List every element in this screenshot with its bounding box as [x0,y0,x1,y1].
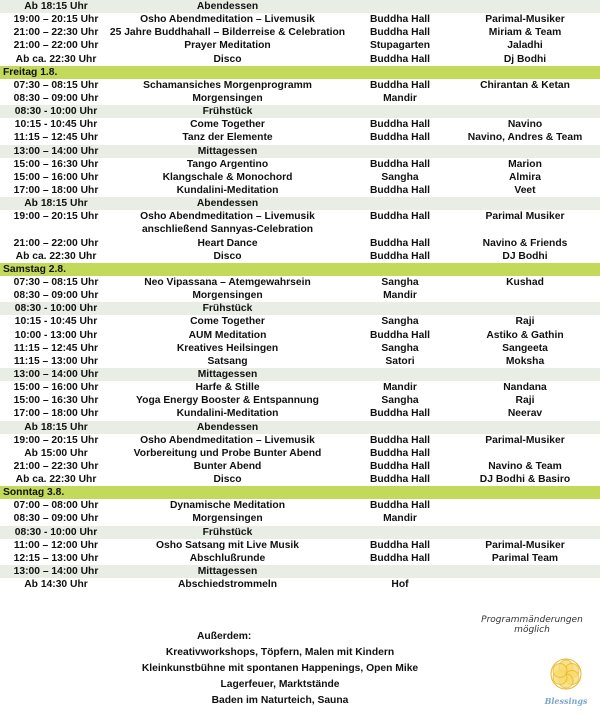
event-title: Yoga Energy Booster & Entspannung [136,395,319,407]
event-row [0,237,600,250]
meal-title: Frühstück [202,106,253,118]
extras-item: Lagerfeuer, Marktstände [220,679,340,690]
event-title: Osho Satsang mit Live Musik [155,539,300,551]
time-cell: 21:00 – 22:00 Uhr [13,237,99,249]
location-cell: Sangha [381,316,419,328]
event-row [0,39,600,52]
time-cell: 10:15 - 10:45 Uhr [14,316,98,328]
host-cell: Dj Bodhi [503,53,547,65]
day-label: Samstag 2.8. [3,263,66,275]
time-cell: Ab ca. 22:30 Uhr [15,474,97,486]
event-row [0,355,600,368]
location-cell: Stupagarten [369,40,431,52]
event-row [0,434,600,447]
location-cell: Buddha Hall [369,408,431,420]
time-cell: Ab 18:15 Uhr [24,198,88,210]
time-cell: Ab 18:15 Uhr [24,421,88,433]
event-row [0,460,600,473]
host-cell: DJ Bodhi [502,250,548,262]
time-cell: 17:00 – 18:00 Uhr [13,408,99,420]
meal-title: Mittagessen [197,145,258,157]
location-cell: Buddha Hall [369,158,431,170]
time-cell: 11:15 – 13:00 Uhr [13,355,99,367]
extras-item: Kleinkunstbühne mit spontanen Happenings, Open Mike [141,663,419,674]
day-label: Freitag 1.8. [3,66,58,78]
event-title: Kundalini-Meditation [176,184,279,196]
event-title: Tango Argentino [186,158,269,170]
time-cell: 07:30 – 08:15 Uhr [13,276,99,288]
meal-row [0,105,600,118]
extras-item: Kreativworkshops, Töpfern, Malen mit Kindern [165,647,395,658]
event-title: Morgensingen [192,513,263,525]
day-header-row [0,263,600,276]
event-title: Osho Abendmeditation – Livemusik [140,14,315,26]
time-cell: 13:00 – 14:00 Uhr [13,566,99,578]
location-cell: Buddha Hall [369,329,431,341]
time-cell: Ab 18:15 Uhr [24,1,88,12]
location-cell: Buddha Hall [369,552,431,564]
event-title: Bunter Abend [193,460,262,472]
location-cell: Buddha Hall [369,474,431,486]
location-cell: Mandir [383,290,417,302]
day-label: Sonntag 3.8. [3,487,65,499]
location-cell: Buddha Hall [369,447,431,459]
time-cell: 13:00 – 14:00 Uhr [13,368,99,380]
time-cell: 08:30 - 10:00 Uhr [14,106,98,118]
host-cell: Parimal-Musiker [485,434,565,446]
event-row [0,381,600,394]
time-cell: 12:15 – 13:00 Uhr [13,552,99,564]
time-cell: 15:00 – 16:30 Uhr [13,395,99,407]
extras-item: Baden im Naturteich, Sauna [211,695,349,706]
host-cell: DJ Bodhi & Basiro [479,474,571,486]
host-cell: Navino & Friends [482,237,568,249]
day-header-row [0,66,600,79]
location-cell: Buddha Hall [369,237,431,249]
event-row [0,447,600,460]
event-row [0,394,600,407]
event-row [0,499,600,512]
host-cell: Parimal Team [491,552,559,564]
event-title: anschließend Sannyas-Celebration [141,224,314,236]
flower-of-life-logo-icon [544,654,588,712]
location-cell: Buddha Hall [369,460,431,472]
event-row [0,210,600,223]
extras-heading: Außerdem: [197,631,252,642]
event-title: Vorbereitung und Probe Bunter Abend [133,447,322,459]
meal-title: Abendessen [196,1,259,12]
event-title: Osho Abendmeditation – Livemusik [140,434,315,446]
event-row [0,512,600,525]
meal-row [0,421,600,434]
event-title: AUM Meditation [188,329,267,341]
event-row [0,131,600,144]
event-title: Osho Abendmeditation – Livemusik [140,211,315,223]
host-cell: Navino & Team [488,460,562,472]
event-row [0,92,600,105]
time-cell: 15:00 – 16:00 Uhr [13,171,99,183]
meal-row [0,368,600,381]
meal-row [0,0,600,13]
time-cell: Ab ca. 22:30 Uhr [15,250,97,262]
event-row [0,276,600,289]
host-cell: Navino, Andres & Team [467,132,583,144]
event-title: Come Together [190,119,265,131]
host-cell: Neerav [507,408,543,420]
host-cell: Navino [507,119,543,131]
meal-title: Mittagessen [197,566,258,578]
time-cell: 13:00 – 14:00 Uhr [13,145,99,157]
location-cell: Sangha [381,395,419,407]
location-cell: Mandir [383,382,417,394]
host-cell: Parimal Musiker [485,211,565,223]
event-title: Klangschale & Monochord [162,171,293,183]
event-row [0,79,600,92]
location-cell: Sangha [381,342,419,354]
meal-row [0,145,600,158]
host-cell: Parimal-Musiker [485,539,565,551]
host-cell: Veet [514,184,536,196]
host-cell: Astiko & Gathin [486,329,564,341]
event-title: Disco [213,474,242,486]
time-cell: 10:00 - 13:00 Uhr [14,329,98,341]
event-row [0,13,600,26]
location-cell: Hof [391,579,409,591]
event-title: Neo Vipassana – Atemgewahrsein [144,276,311,288]
time-cell: 07:30 – 08:15 Uhr [13,79,99,91]
time-cell: 19:00 – 20:15 Uhr [13,211,99,223]
event-row [0,171,600,184]
event-title: Morgensingen [192,92,263,104]
event-row [0,223,600,236]
event-title: Schamansiches Morgenprogramm [143,79,312,91]
event-title: Disco [213,53,242,65]
event-row [0,118,600,131]
event-title: Come Together [190,316,265,328]
time-cell: 11:15 – 12:45 Uhr [13,132,99,144]
event-title: Kundalini-Meditation [176,408,279,420]
host-cell: Marion [508,158,542,170]
location-cell: Sangha [381,276,419,288]
host-cell: Parimal-Musiker [485,14,565,26]
time-cell: 15:00 – 16:30 Uhr [13,158,99,170]
meal-row [0,197,600,210]
event-title: Prayer Meditation [184,40,271,52]
event-row [0,184,600,197]
host-cell: Miriam & Team [488,27,562,39]
event-title: Kreatives Heilsingen [176,342,279,354]
time-cell: 08:30 – 09:00 Uhr [13,290,99,302]
time-cell: 19:00 – 20:15 Uhr [13,14,99,26]
meal-title: Frühstück [202,526,253,538]
day-header-row [0,486,600,499]
location-cell: Buddha Hall [369,211,431,223]
location-cell: Mandir [383,92,417,104]
location-cell: Buddha Hall [369,53,431,65]
event-title: Dynamische Meditation [169,500,285,512]
event-row [0,250,600,263]
event-row [0,342,600,355]
event-title: Tanz der Elemente [182,132,273,144]
location-cell: Buddha Hall [369,79,431,91]
location-cell: Satori [385,355,415,367]
time-cell: 17:00 – 18:00 Uhr [13,184,99,196]
location-cell: Buddha Hall [369,14,431,26]
time-cell: 08:30 - 10:00 Uhr [14,526,98,538]
meal-title: Abendessen [196,198,259,210]
event-row [0,407,600,420]
changes-note-line2: möglich [514,625,550,635]
host-cell: Sangeeta [502,342,548,354]
meal-title: Mittagessen [197,368,258,380]
location-cell: Mandir [383,513,417,525]
event-title: 25 Jahre Buddhahall – Bilderreise & Celebration [109,27,346,39]
host-cell: Nandana [503,382,547,394]
event-row [0,473,600,486]
event-title: Morgensingen [192,290,263,302]
time-cell: Ab 14:30 Uhr [24,579,88,591]
event-row [0,578,600,591]
time-cell: 19:00 – 20:15 Uhr [13,434,99,446]
event-row [0,53,600,66]
host-cell: Kushad [506,276,544,288]
time-cell: Ab 15:00 Uhr [24,447,88,459]
event-title: Heart Dance [197,237,258,249]
location-cell: Buddha Hall [369,27,431,39]
time-cell: 07:00 – 08:00 Uhr [13,500,99,512]
event-row [0,552,600,565]
event-row [0,158,600,171]
event-title: Satsang [207,355,248,367]
location-cell: Buddha Hall [369,500,431,512]
time-cell: 11:15 – 12:45 Uhr [13,342,99,354]
time-cell: 08:30 – 09:00 Uhr [13,513,99,525]
event-title: Harfe & Stille [195,382,260,394]
time-cell: 08:30 – 09:00 Uhr [13,92,99,104]
logo-text: Blessings [544,696,588,706]
meal-row [0,565,600,578]
location-cell: Sangha [381,171,419,183]
time-cell: 08:30 - 10:00 Uhr [14,303,98,315]
time-cell: 21:00 – 22:30 Uhr [13,27,99,39]
location-cell: Buddha Hall [369,132,431,144]
changes-note [472,615,592,635]
location-cell: Buddha Hall [369,184,431,196]
location-cell: Buddha Hall [369,539,431,551]
host-cell: Almira [508,171,542,183]
time-cell: 15:00 – 16:00 Uhr [13,382,99,394]
host-cell: Jaladhi [507,40,543,52]
time-cell: 11:00 – 12:00 Uhr [13,539,99,551]
extras-section [130,629,430,709]
meal-title: Frühstück [202,303,253,315]
event-row [0,329,600,342]
location-cell: Buddha Hall [369,119,431,131]
meal-title: Abendessen [196,421,259,433]
changes-note-line1: Programmänderungen [481,615,583,625]
event-title: Abschlußrunde [189,552,266,564]
meal-row [0,526,600,539]
event-row [0,315,600,328]
location-cell: Buddha Hall [369,434,431,446]
time-cell: 10:15 - 10:45 Uhr [14,119,98,131]
meal-row [0,302,600,315]
host-cell: Chirantan & Ketan [480,79,570,91]
time-cell: Ab ca. 22:30 Uhr [15,53,97,65]
event-row [0,26,600,39]
time-cell: 21:00 – 22:30 Uhr [13,460,99,472]
event-row [0,539,600,552]
host-cell: Moksha [505,355,545,367]
host-cell: Raji [515,316,535,328]
event-title: Disco [213,250,242,262]
location-cell: Buddha Hall [369,250,431,262]
event-title: Abschiedstrommeln [178,579,277,591]
host-cell: Raji [515,395,535,407]
event-row [0,289,600,302]
time-cell: 21:00 – 22:00 Uhr [13,40,99,52]
